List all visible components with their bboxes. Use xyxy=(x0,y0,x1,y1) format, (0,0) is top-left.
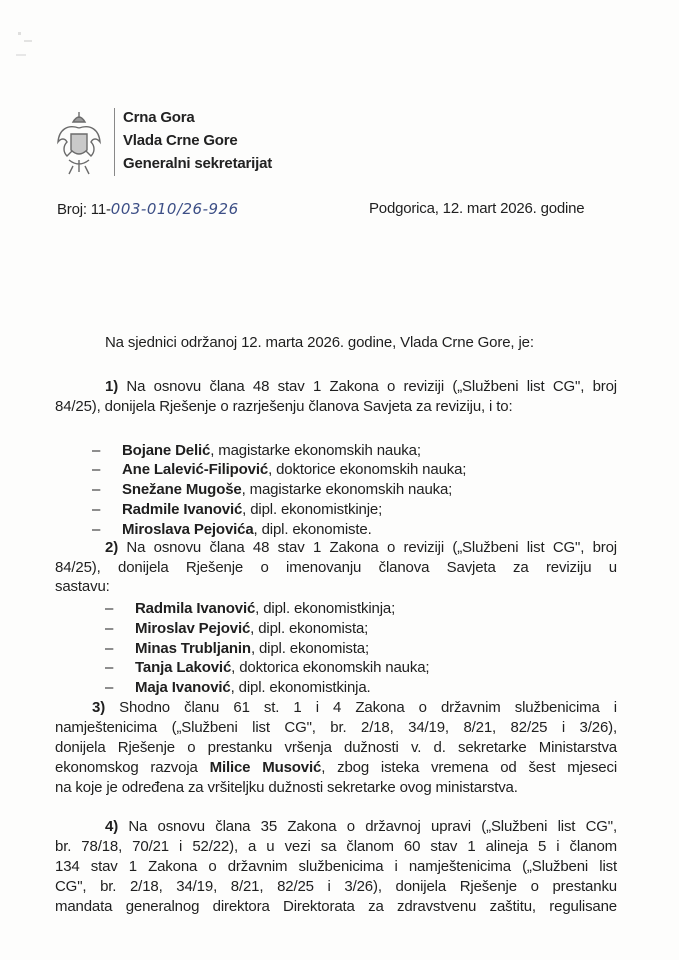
bold-text: 1) xyxy=(105,378,119,395)
bold-text: Maja Ivanović xyxy=(135,679,231,696)
text-line xyxy=(55,838,617,856)
text-segment: 84/25), donijela Rješenje o imenovanju članova Savjeta za reviziju u xyxy=(55,559,617,576)
bold-text: Snežane Mugoše xyxy=(122,481,242,498)
list-item xyxy=(135,620,368,638)
text-segment: , zbog isteka vremena od šest mjeseci xyxy=(321,759,618,776)
text-line xyxy=(55,559,617,577)
list-item xyxy=(122,442,421,460)
text-line xyxy=(55,398,513,416)
text-segment: 134 stav 1 Zakona o državnim službenicima i namještenicima („Službeni list xyxy=(55,858,617,875)
letterhead-office: Generalni sekretarijat xyxy=(123,155,273,172)
letterhead-divider xyxy=(114,108,115,176)
bold-text: Miroslava Pejovića xyxy=(122,521,254,538)
text-segment: Na osnovu člana 35 Zakona o državnoj upravi („Službeni list CG", xyxy=(118,818,617,835)
list-dash: – xyxy=(105,659,114,676)
list-dash: – xyxy=(105,600,114,617)
text-segment: , doktorica ekonomskih nauka; xyxy=(231,659,430,676)
text-segment: namještenicima („Službeni list CG", br. 2/18, 34/19, 8/21, 82/25 i 3/26), xyxy=(55,719,617,736)
list-item xyxy=(122,521,372,539)
bold-text: 4) xyxy=(105,818,119,835)
text-line xyxy=(55,759,617,777)
bold-text: Milice Musović xyxy=(209,759,322,776)
text-segment: Na osnovu člana 48 stav 1 Zakona o reviziji („Službeni list CG", broj xyxy=(118,539,617,556)
scan-artifact xyxy=(10,28,40,68)
text-segment: ekonomskog razvoja xyxy=(55,759,210,776)
list-dash: – xyxy=(92,501,101,518)
text-line xyxy=(105,539,617,557)
bold-text: Tanja Laković xyxy=(135,659,232,676)
list-item xyxy=(122,501,382,519)
text-segment: mandata generalnog direktora Direktorata za zdravstvenu zaštitu, regulisane xyxy=(55,898,617,915)
text-segment: Na osnovu člana 48 stav 1 Zakona o reviziji („Službeni list CG", broj xyxy=(118,378,617,395)
text-segment: , magistarke ekonomskih nauka; xyxy=(210,442,421,459)
text-segment: donijela Rješenje o prestanku vršenja dužnosti v. d. sekretarke Ministarstva xyxy=(55,739,617,756)
list-item xyxy=(135,600,395,618)
list-dash: – xyxy=(92,461,101,478)
text-line xyxy=(105,378,617,396)
list-item xyxy=(122,481,452,499)
text-segment: , dipl. ekonomista; xyxy=(250,620,369,637)
reference-number xyxy=(57,200,239,218)
bold-text: Radmile Ivanović xyxy=(122,501,243,518)
bold-text: 2) xyxy=(105,539,119,556)
text-segment: CG", br. 2/18, 34/19, 8/21, 82/25 i 3/26), donijela Rješenje o prestanku xyxy=(55,878,617,895)
text-segment: , doktorice ekonomskih nauka; xyxy=(268,461,467,478)
text-segment: , dipl. ekonomiste. xyxy=(253,521,372,538)
list-dash: – xyxy=(105,679,114,696)
text-segment: Shodno članu 61 st. 1 i 4 Zakona o državnim službenicima i xyxy=(105,699,617,716)
text-line xyxy=(55,719,617,737)
text-segment: sastavu: xyxy=(55,578,110,595)
bold-text: Bojane Delić xyxy=(122,442,211,459)
text-line xyxy=(55,578,110,596)
list-dash: – xyxy=(92,442,101,459)
place-date: Podgorica, 12. mart 2026. godine xyxy=(369,200,585,217)
letterhead-government: Vlada Crne Gore xyxy=(123,132,238,149)
coat-of-arms-emblem xyxy=(55,110,103,176)
bold-text: Minas Trubljanin xyxy=(135,640,251,657)
list-item xyxy=(135,659,429,677)
text-line xyxy=(55,779,518,797)
bold-text: Miroslav Pejović xyxy=(135,620,251,637)
bold-text: 3) xyxy=(92,699,106,716)
text-line xyxy=(55,858,617,876)
list-dash: – xyxy=(92,521,101,538)
text-line xyxy=(55,878,617,896)
reference-label: Broj: 11- xyxy=(57,201,111,218)
text-segment: , dipl. ekonomista; xyxy=(250,640,369,657)
bold-text: Ane Lalević-Filipović xyxy=(122,461,269,478)
list-item xyxy=(135,640,369,658)
intro-sentence: Na sjednici održanoj 12. marta 2026. godine, Vlada Crne Gore, je: xyxy=(105,334,534,351)
text-line xyxy=(105,818,617,836)
list-item xyxy=(122,461,466,479)
list-dash: – xyxy=(105,620,114,637)
list-item xyxy=(135,679,371,697)
text-segment: , magistarke ekonomskih nauka; xyxy=(241,481,453,498)
text-segment: 84/25), donijela Rješenje o razrješenju članova Savjeta za reviziju, i to: xyxy=(55,398,513,415)
text-line xyxy=(55,739,617,757)
text-line xyxy=(92,699,617,717)
letterhead-country: Crna Gora xyxy=(123,109,195,126)
list-dash: – xyxy=(105,640,114,657)
text-segment: , dipl. ekonomistkinja. xyxy=(230,679,371,696)
text-segment: , dipl. ekonomistkinja; xyxy=(255,600,396,617)
bold-text: Radmila Ivanović xyxy=(135,600,256,617)
text-line xyxy=(55,898,617,916)
handwritten-number: 003-010/26-926 xyxy=(110,200,239,218)
list-dash: – xyxy=(92,481,101,498)
text-segment: br. 78/18, 70/21 i 52/22), a u vezi sa članom 60 stav 1 alineja 5 i članom xyxy=(55,838,617,855)
text-segment: na koje je određena za vršiteljku dužnosti sekretarke ovog ministarstva. xyxy=(55,779,518,796)
text-segment: , dipl. ekonomistkinje; xyxy=(242,501,383,518)
